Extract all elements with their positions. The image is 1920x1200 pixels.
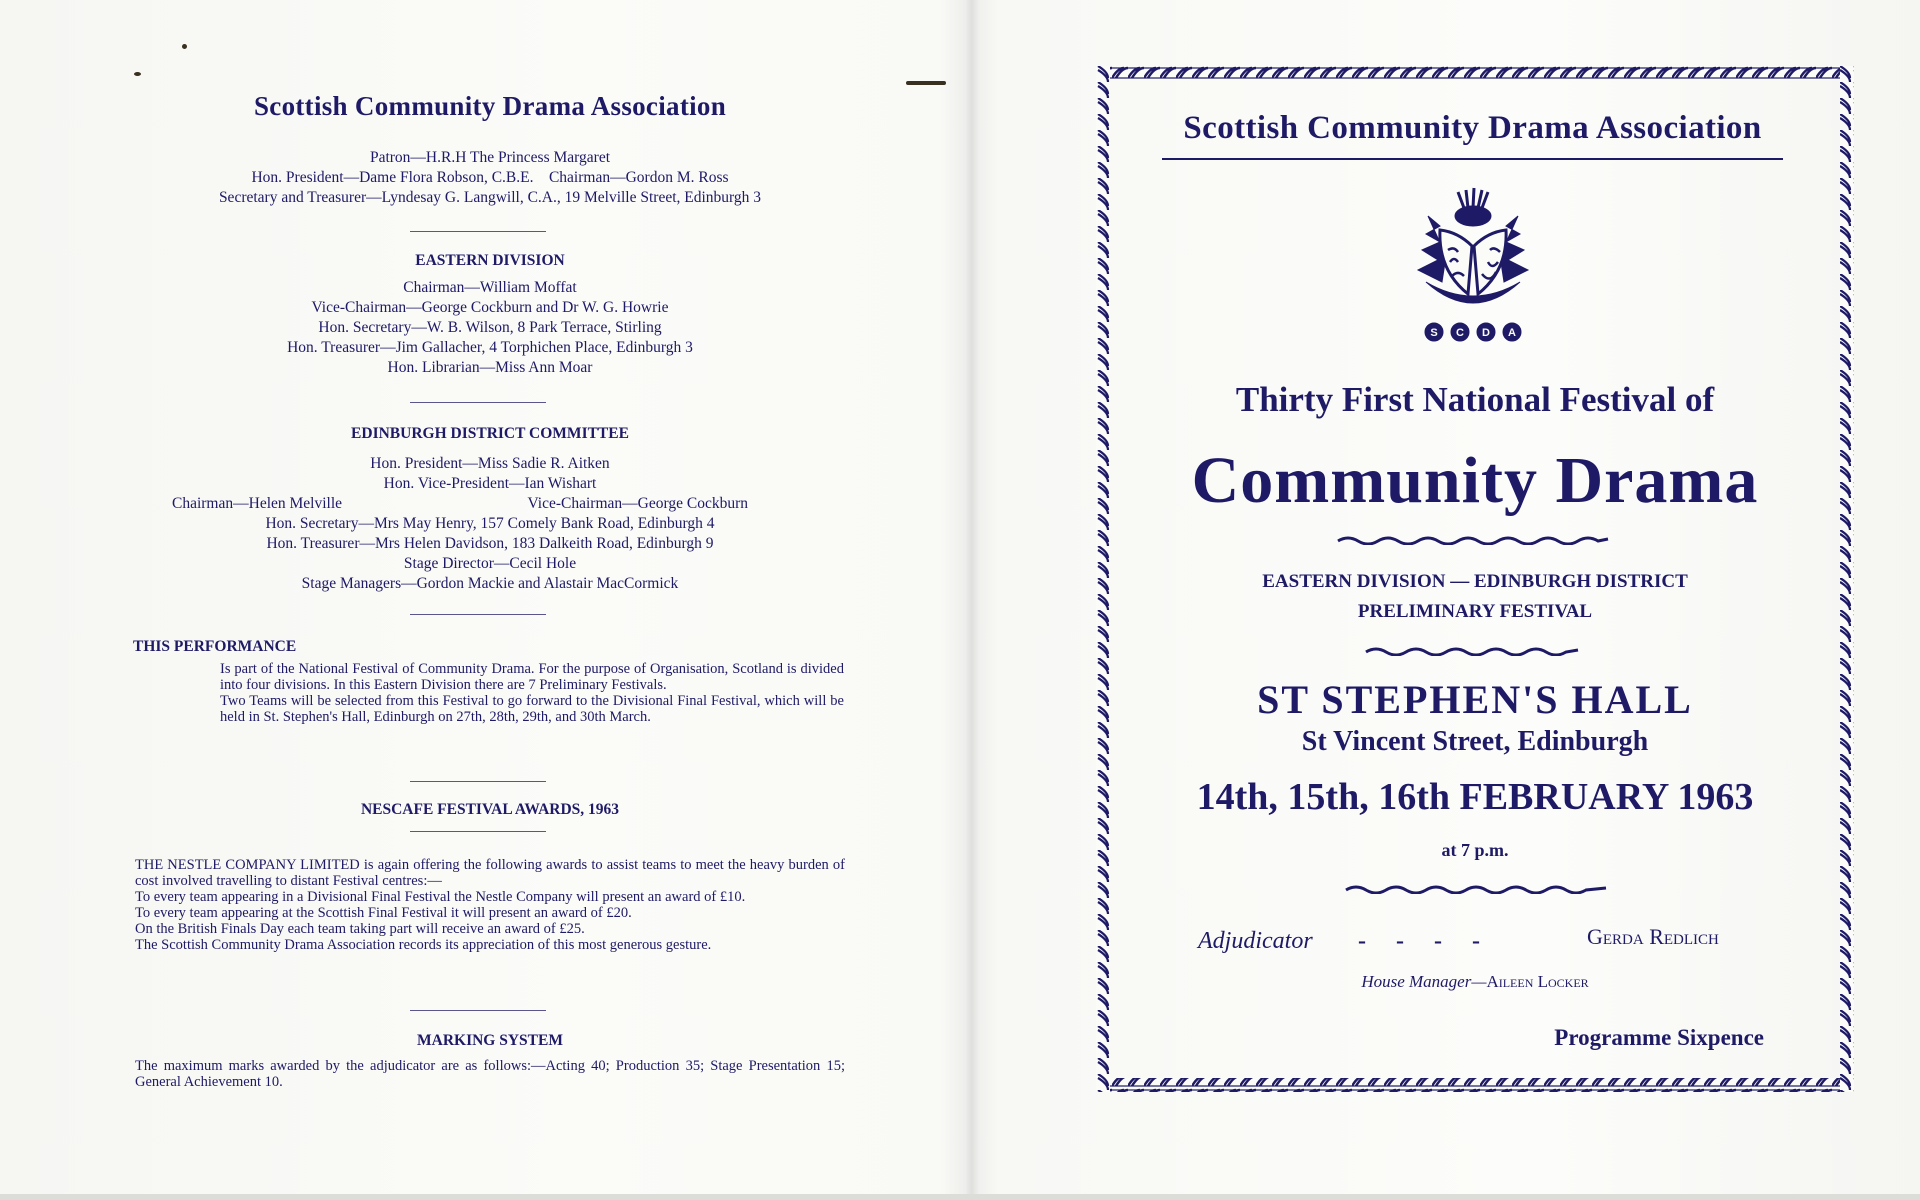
logo-letter-c: C [1456,327,1464,339]
preliminary-festival: PRELIMINARY FESTIVAL [1357,601,1593,622]
officer-line: Hon. Treasurer—Jim Gallacher, 4 Torphichen Place, Edinburgh 3 [287,339,693,356]
marking-system-heading: MARKING SYSTEM [417,1032,563,1049]
officer-line: Vice-Chairman—George Cockburn and Dr W. G. Howrie [311,299,669,316]
division-line: EASTERN DIVISION — EDINBURGH DISTRICT [1262,571,1688,592]
awards-heading: NESCAFE FESTIVAL AWARDS, 1963 [360,801,620,818]
chair-vice-chair-row [120,494,860,514]
vice-chairman-text: Vice-Chairman—George Cockburn [527,495,748,512]
officer-line: Hon. Librarian—Miss Ann Moar [387,359,593,376]
divider [410,781,546,782]
adjudicator-name: Gerda Redlich [1587,924,1719,949]
divider [410,614,546,615]
start-time: at 7 p.m. [1441,840,1509,860]
performance-paragraph: Two Teams will be selected from this Festival to go forward to the Divisional Final Festival, which will be held in St. Stephen's Hall, Edinburgh on 27th, 28th, 29th, and 30th March. [220,693,844,725]
squiggle-divider [1344,882,1608,894]
paper-speck [134,72,141,76]
rope-border-bottom [1096,1078,1854,1092]
paper-bottom-edge [0,1194,1920,1200]
divider [410,1010,546,1011]
officer-line: Stage Director—Cecil Hole [403,555,577,572]
this-performance-heading: THIS PERFORMANCE [133,638,297,655]
squiggle-divider [1336,533,1610,545]
edinburgh-committee-officers [120,454,860,594]
officer-line: Chairman—William Moffat [403,279,577,296]
adjudicator-label: Adjudicator [1198,928,1313,954]
officer-line: Hon. Secretary—Mrs May Henry, 157 Comely Bank Road, Edinburgh 4 [265,515,715,532]
awards-paragraph: The Scottish Community Drama Association records its appreciation of this most generous gesture. [135,937,712,953]
right-page-title: Scottish Community Drama Association [1183,110,1762,146]
logo-letter-d: D [1482,327,1490,339]
venue-street: St Vincent Street, Edinburgh [1301,726,1649,757]
divider [410,402,546,403]
festival-dates: 14th, 15th, 16th FEBRUARY 1963 [1196,776,1754,818]
eastern-division-officers [120,278,860,378]
divider [410,231,546,232]
logo-letter-s: S [1430,327,1438,339]
center-fold [965,0,979,1200]
president-chairman-line: Hon. President—Dame Flora Robson, C.B.E. Chairman—Gordon M. Ross [251,169,729,186]
awards-text [135,857,845,953]
awards-paragraph: To every team appearing in a Divisional Final Festival the Nestle Company will present an award of £10. [135,889,746,905]
performance-paragraph: Is part of the National Festival of Community Drama. For the purpose of Organisation, Scotland is divided into four divisions. In this Eastern Division there are 7 Preliminary Festivals. [220,661,844,693]
eastern-division-heading: EASTERN DIVISION [415,252,565,269]
programme-price: Programme Sixpence [1554,1025,1764,1050]
edinburgh-committee-heading: EDINBURGH DISTRICT COMMITTEE [351,425,629,442]
officer-line: Hon. Secretary—W. B. Wilson, 8 Park Terrace, Stirling [318,319,662,336]
house-manager-name: Aileen Locker [1486,972,1589,991]
association-officers [120,148,860,208]
main-title: Community Drama [1191,444,1759,517]
paper-speck [906,81,946,85]
divider [410,831,546,832]
officer-line: Stage Managers—Gordon Mackie and Alastair MacCormick [301,575,679,592]
squiggle-divider [1364,644,1580,656]
awards-paragraph: To every team appearing at the Scottish Final Festival it will present an award of £20. [135,905,632,921]
officer-line: Hon. Vice-President—Ian Wishart [383,475,597,492]
adjudicator-leader-dashes: - - - - [1358,928,1480,954]
paper-speck [182,44,187,49]
festival-line: Thirty First National Festival of [1235,380,1715,419]
secretary-line: Secretary and Treasurer—Lyndesay G. Langwill, C.A., 19 Melville Street, Edinburgh 3 [218,189,762,206]
chairman-text: Chairman—Helen Melville [172,495,343,512]
marking-system-text: The maximum marks awarded by the adjudicator are as follows:—Acting 40; Production 35; Stage Presentation 15; General Achievement 10. [135,1058,845,1090]
venue-name: ST STEPHEN'S HALL [1257,677,1693,722]
officer-line: Hon. Treasurer—Mrs Helen Davidson, 183 Dalkeith Road, Edinburgh 9 [266,535,714,552]
awards-paragraph: On the British Finals Day each team taking part will receive an award of £25. [135,921,585,937]
this-performance-text [220,661,844,725]
patron-line: Patron—H.R.H The Princess Margaret [369,149,611,166]
rope-border-top [1096,66,1854,80]
house-manager-line [1100,972,1850,992]
scda-emblem-icon [1398,186,1548,346]
left-page-title: Scottish Community Drama Association [253,91,727,121]
officer-line: Hon. President—Miss Sadie R. Aitken [370,455,610,472]
house-manager-label: House Manager— [1361,972,1487,991]
logo-letter-a: A [1508,327,1516,339]
title-underline [1162,158,1783,160]
awards-paragraph: THE NESTLE COMPANY LIMITED is again offering the following awards to assist teams to meet the heavy burden of cost involved travelling to distant Festival centres:— [135,857,845,889]
